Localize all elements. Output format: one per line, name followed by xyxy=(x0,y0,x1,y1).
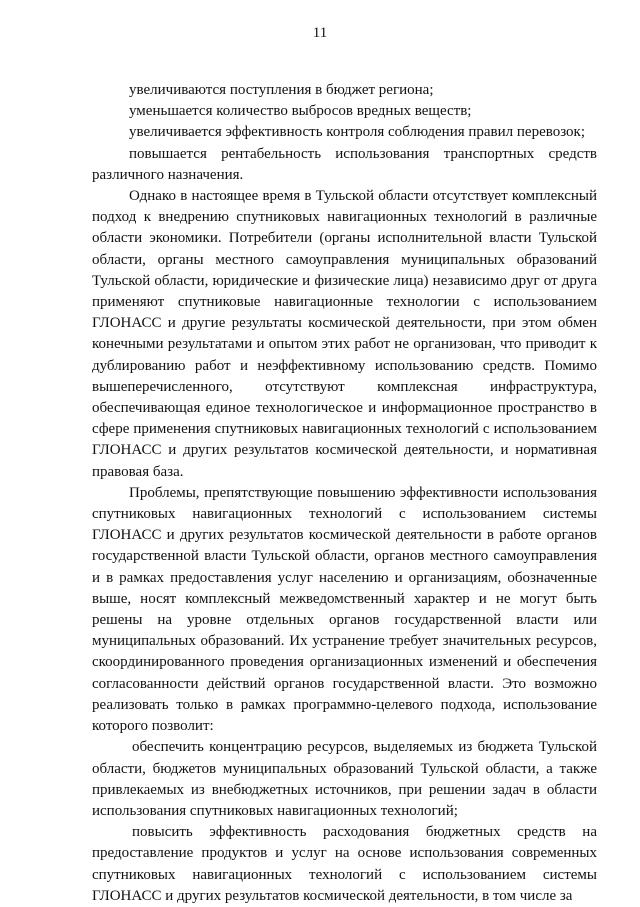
paragraph-resource-concentration: обеспечить концентрацию ресурсов, выделяемых из бюджета Тульской области, бюджетов муниципальных образований Тульской области, а также привлекаемых из внебюджетных источников, при решении задач в области использования спутниковых навигационных технологий; xyxy=(92,739,597,819)
paragraph-emissions-decrease: уменьшается количество выбросов вредных веществ; xyxy=(129,103,472,120)
paragraph-problems: Проблемы, препятствующие повышению эффективности использования спутниковых навигационных технологий с использованием системы ГЛОНАСС и других результатов космической деятельности в работе органов государственной власти Тульской области, органов местного самоуправления и в рамках предоставления услуг населению и организациям, обозначенные выше, носят комплексный межведомственный характер и не могут быть решены на уровне отдельных органов государственной власти или муниципальных образований. Их устранение требует значительных ресурсов, скоординированного проведения организационных изменений и обеспечения согласованности действий органов государственной власти. Это возможно реализовать только в рамках программно-целевого подхода, использование которого позволит: xyxy=(92,484,597,735)
page-number: 11 xyxy=(312,25,328,41)
paragraph-current-situation: Однако в настоящее время в Тульской области отсутствует комплексный подход к внедрению спутниковых навигационных технологий в различные области экономики. Потребители (органы исполнительной власти Тульской области, органы местного самоуправления муниципальных образований Тульской области, юридические и физические лица) независимо друг от друга применяют спутниковые навигационные технологии с использованием ГЛОНАСС и другие результаты космической деятельности, при этом обмен конечными результатами и опытом этих работ не организован, что приводит к дублированию работ и неэффективному использованию средств. Помимо вышеперечисленного, отсутствуют комплексная инфраструктура, обеспечивающая единое технологическое и информационное пространство в сфере применения спутниковых навигационных технологий с использованием ГЛОНАСС и других результатов космической деятельности, и нормативная правовая база. xyxy=(92,188,597,480)
page-body xyxy=(92,80,597,907)
paragraph-revenue-increase: увеличиваются поступления в бюджет региона; xyxy=(129,82,434,98)
paragraph-control-efficiency: увеличивается эффективность контроля соблюдения правил перевозок; xyxy=(129,124,586,141)
paragraph-budget-efficiency: повысить эффективность расходования бюджетных средств на предоставление продуктов и услуг на основе использования современных спутниковых навигационных технологий с использованием системы ГЛОНАСС и других результатов космической деятельности, в том числе за xyxy=(92,824,597,904)
paragraph-vehicle-profitability: повышается рентабельность использования транспортных средств различного назначения. xyxy=(92,145,597,183)
